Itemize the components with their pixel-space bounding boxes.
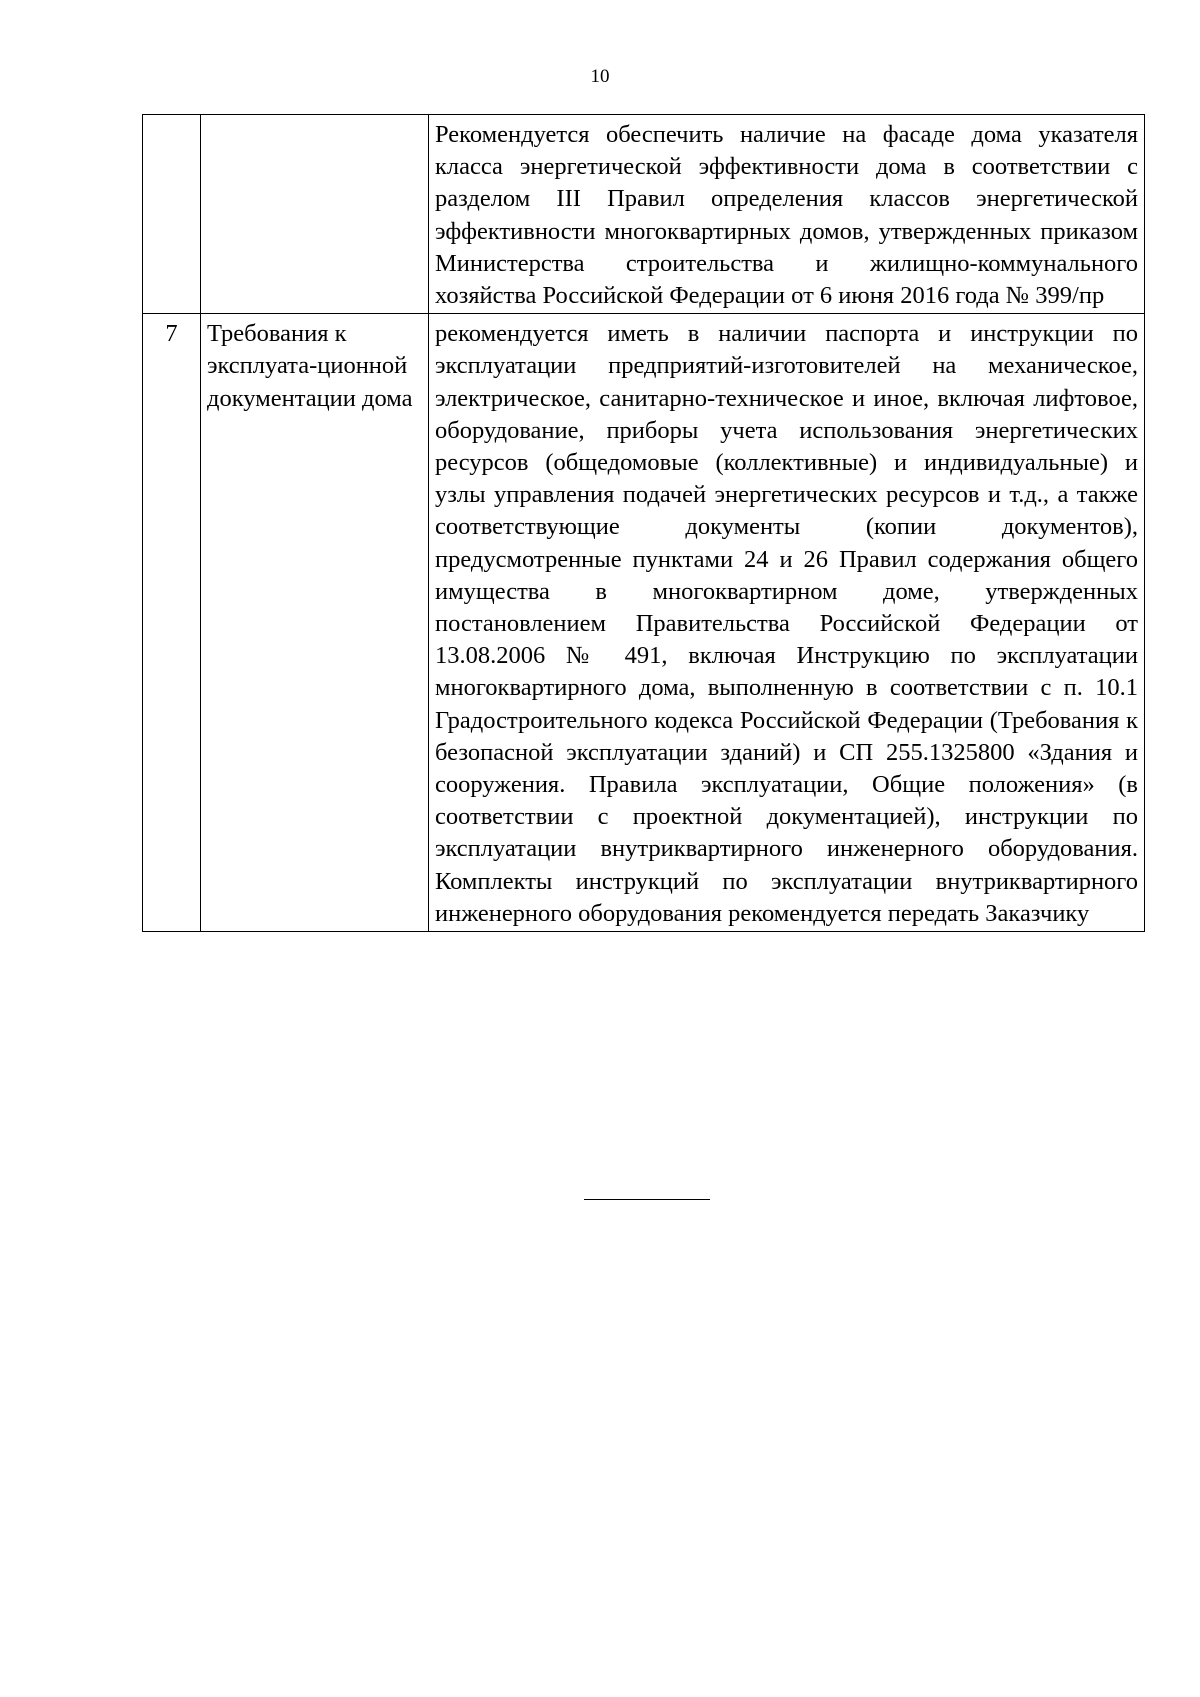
end-of-document-rule xyxy=(584,1199,710,1200)
page-number: 10 xyxy=(590,66,610,87)
row-number-cell xyxy=(143,115,201,314)
requirement-name-cell xyxy=(201,115,429,314)
table-row xyxy=(143,314,1145,932)
row-number-cell: 7 xyxy=(143,314,201,932)
requirement-text-cell: Рекомендуется обеспечить наличие на фасаде дома указателя класса энергетической эффективности дома в соответствии с разделом III Правил определения классов энергетической эффективности многоквартирных домов, утвержденных приказом Министерства строительства и жилищно-коммунального хозяйства Российской Федерации от 6 июня 2016 года № 399/пр xyxy=(429,115,1145,314)
table-row xyxy=(143,115,1145,314)
requirement-text-cell: рекомендуется иметь в наличии паспорта и инструкции по эксплуатации предприятий-изготовителей на механическое, электрическое, санитарно-техническое и иное, включая лифтовое, оборудование, приборы учета использования энергетических ресурсов (общедомовые (коллективные) и индивидуальные) и узлы управления подачей энергетических ресурсов и т.д., а также соответствующие документы (копии документов), предусмотренные пунктами 24 и 26 Правил содержания общего имущества в многоквартирном доме, утвержденных постановлением Правительства Российской Федерации от 13.08.2006 № 491, включая Инструкцию по эксплуатации многоквартирного дома, выполненную в соответствии с п. 10.1 Градостроительного кодекса Российской Федерации (Требования к безопасной эксплуатации зданий) и СП 255.1325800 «Здания и сооружения. Правила эксплуатации, Общие положения» (в соответствии с проектной документацией), инструкции по эксплуатации внутриквартирного инженерного оборудования. Комплекты инструкций по эксплуатации внутриквартирного инженерного оборудования рекомендуется передать Заказчику xyxy=(429,314,1145,932)
requirement-name-cell: Требования к эксплуата-ционной документации дома xyxy=(201,314,429,932)
requirements-table xyxy=(142,114,1145,932)
